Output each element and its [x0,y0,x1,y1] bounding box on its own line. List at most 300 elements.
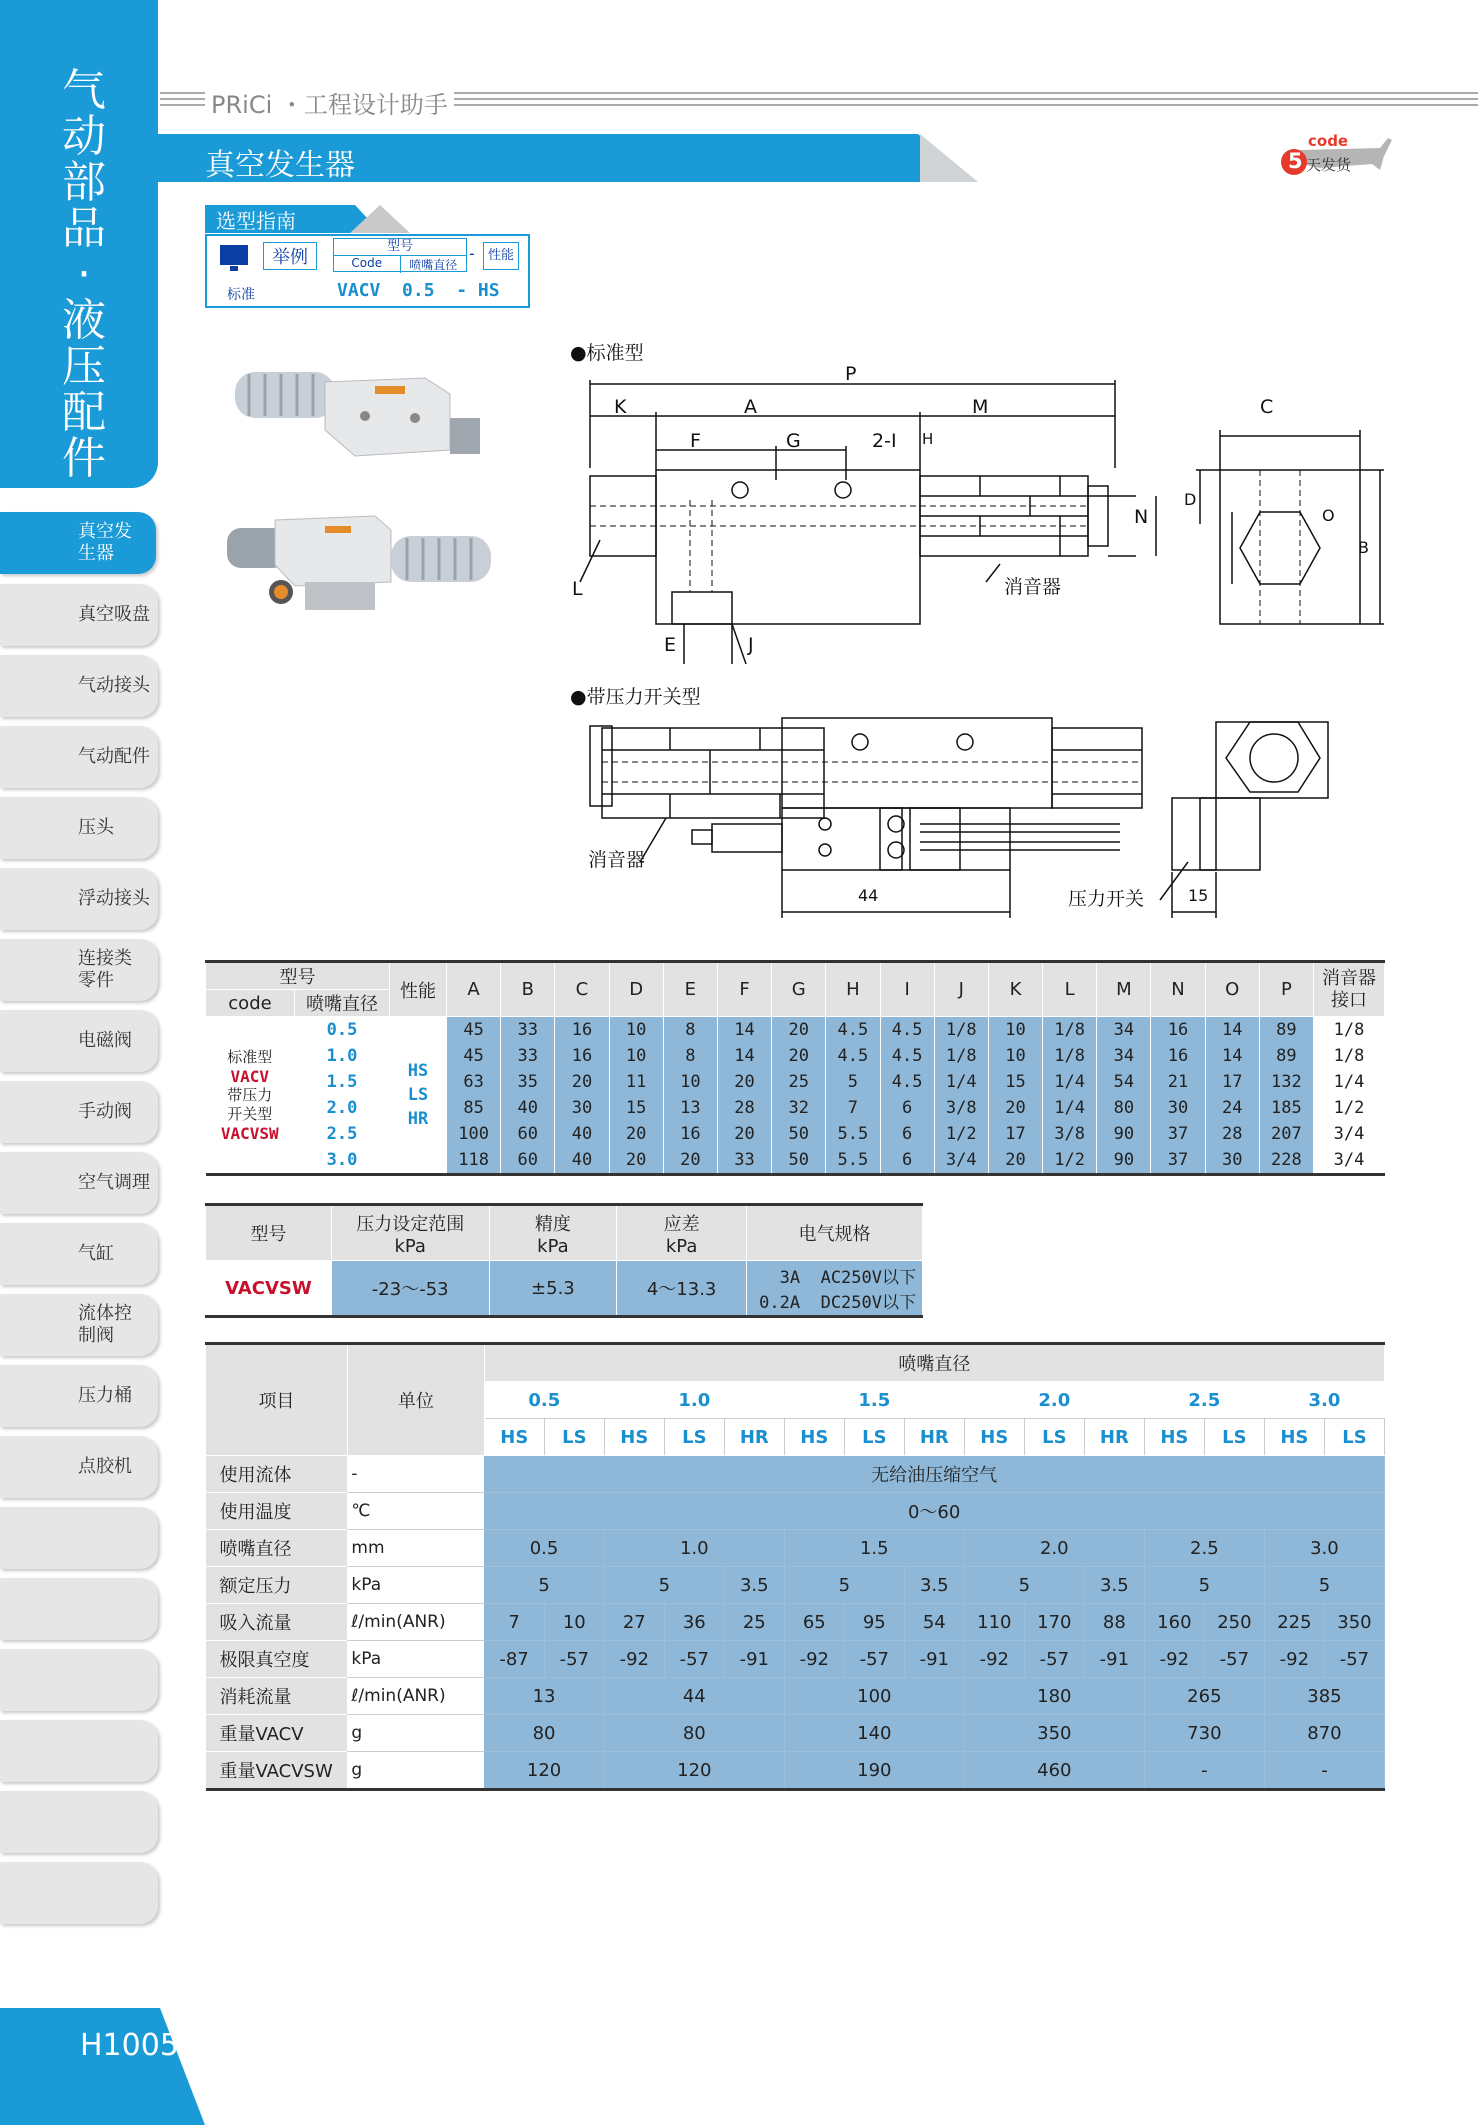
elec-line: 0.2A DC250V以下 [759,1293,916,1313]
dim-label-c: C [1260,396,1274,418]
sidebar-item-connector-parts[interactable] [0,939,158,1001]
dim-cell: 40 [501,1095,555,1121]
dim-cell: 10 [988,1017,1042,1044]
dim-15: 15 [1188,886,1209,905]
header-code: code [206,990,295,1017]
table-row [206,1456,1385,1493]
table-row [206,1069,1385,1095]
fluid-unit: - [347,1456,484,1493]
temp-unit: ℃ [347,1493,484,1530]
sidebar-blank-tab [0,1649,158,1711]
suction-value: 27 [604,1604,664,1641]
table-row [206,1567,1385,1604]
brand-logo: PRiCi ・工程设计助手 [205,85,454,120]
header-p: P [1259,962,1313,1017]
suction-value: 110 [964,1604,1024,1641]
rated-value: 5 [604,1567,724,1604]
dim-cell: 10 [609,1043,663,1069]
dim-cell: 15 [988,1069,1042,1095]
rated-value: 5 [964,1567,1084,1604]
dim-44: 44 [858,886,879,905]
vacuum-unit: kPa [347,1641,484,1678]
title-bar-accent [920,134,978,182]
sidebar-item-vacuum-cup[interactable] [0,584,158,646]
weight-vacvsw-value: 190 [784,1752,964,1790]
dim-cell: 40 [555,1121,609,1147]
sidebar-item-label: 气动配件 [78,746,150,767]
dim-cell: 118 [447,1147,501,1175]
sidebar-item-label: 手动阀 [78,1101,132,1122]
dim-cell: 30 [1205,1147,1259,1175]
dim-cell: 20 [772,1017,826,1044]
consume-label: 消耗流量 [206,1678,348,1715]
weight-vacv-value: 870 [1264,1715,1384,1752]
dim-cell: 34 [1097,1043,1151,1069]
dash: - [469,244,475,263]
weight-vacvsw-value: 120 [604,1752,784,1790]
category-char: 部 [62,157,106,208]
nozzle-cell: 1.5 [295,1069,390,1095]
dim-cell: 37 [1151,1147,1205,1175]
dim-cell: 132 [1259,1069,1313,1095]
switch-drawing [560,712,1340,918]
dim-cell: 20 [663,1147,717,1175]
header-diff-unit: kPa [665,1235,698,1257]
vacuum-value: -57 [1324,1641,1384,1678]
weight-vacvsw-value: 120 [484,1752,604,1790]
size-header: 1.5 [784,1382,964,1419]
switch-type-title: ●带压力开关型 [570,686,701,708]
dim-cell: 60 [501,1121,555,1147]
pressure-switch-table [205,1203,923,1318]
dim-cell: 14 [717,1043,771,1069]
dim-cell: 4.5 [880,1069,934,1095]
suction-value: 170 [1024,1604,1084,1641]
product-standard-photo [235,372,480,456]
header-nozzle: 喷嘴直径 [484,1344,1384,1382]
dim-cell: 7 [826,1095,880,1121]
dim-cell: 1/2 [934,1121,988,1147]
page-number-tab [0,2008,205,2125]
dim-cell: 20 [717,1121,771,1147]
dim-cell: 30 [1151,1095,1205,1121]
dim-label-b: B [1358,538,1369,557]
vacuum-value: -92 [604,1641,664,1678]
perf-header: LS [1024,1419,1084,1456]
dim-cell: 24 [1205,1095,1259,1121]
sidebar-item-label: 气动接头 [78,675,150,696]
dim-cell: 4.5 [880,1043,934,1069]
perf-header: HS [604,1419,664,1456]
model-value: VACVSW [206,1261,332,1317]
sidebar-item-vacuum-generator[interactable] [0,512,156,574]
dim-cell: 1/4 [934,1069,988,1095]
type-label: 带压力 [227,1085,273,1104]
row-label: 标准 [227,287,255,303]
dim-cell: 32 [772,1095,826,1121]
nozzle-cell: 2.0 [295,1095,390,1121]
dim-cell: 1/2 [1043,1147,1097,1175]
vacuum-value: -57 [844,1641,904,1678]
consume-value: 44 [604,1678,784,1715]
type-label: 标准型 [227,1047,273,1066]
standard-type-title: ●标准型 [570,342,644,364]
vacuum-value: -91 [1084,1641,1144,1678]
muffler-label: 消音器 [1004,576,1062,598]
vacuum-value: -57 [1204,1641,1264,1678]
page-number: H1005 [80,2028,179,2063]
dim-cell: 1/8 [1043,1043,1097,1069]
dim-cell: 14 [1205,1043,1259,1069]
page-title: 真空发生器 [205,148,355,183]
perf-label: LS [407,1085,429,1105]
guide-title: 选型指南 [216,209,296,233]
weight-vacvsw-label: 重量VACVSW [206,1752,348,1790]
size-header: 2.0 [964,1382,1144,1419]
dim-cell: 16 [1151,1043,1205,1069]
muffler-label-switch: 消音器 [588,849,646,871]
nozzle-cell: 1.0 [295,1043,390,1069]
size-header: 0.5 [484,1382,604,1419]
dim-cell: 1/4 [1314,1069,1385,1095]
suction-value: 54 [904,1604,964,1641]
dim-cell: 40 [555,1147,609,1175]
dim-cell: 16 [663,1121,717,1147]
perf-header: HR [1084,1419,1144,1456]
performance-table [205,1342,1385,1791]
vacuum-value: -91 [904,1641,964,1678]
header-precision-text: 精度 [534,1213,571,1235]
weight-vacvsw-value: - [1144,1752,1264,1790]
dim-label-d: D [1184,490,1197,509]
rated-value: 5 [484,1567,604,1604]
sidebar-item-label: 气缸 [78,1243,114,1264]
sidebar-item-cylinder[interactable] [0,1223,158,1285]
product-switch-photo [227,516,491,610]
dim-cell: 5.5 [826,1147,880,1175]
consume-value: 265 [1144,1678,1264,1715]
perf-header: LS [664,1419,724,1456]
sidebar-item-label: 连接类零件 [78,948,132,991]
dim-cell: 3/4 [934,1147,988,1175]
perf-header: HS [1144,1419,1204,1456]
weight-vacv-label: 重量VACV [206,1715,348,1752]
sidebar-item-pressure-tank[interactable] [0,1365,158,1427]
dim-cell: 28 [717,1095,771,1121]
dim-cell: 80 [1097,1095,1151,1121]
dim-cell: 45 [447,1043,501,1069]
dim-label-l: L [572,578,583,600]
col-perf: 性能 [483,242,519,270]
example-label: 举例 [263,242,317,270]
nozzle-value: 2.5 [1144,1530,1264,1567]
sidebar-item-pneumatic-parts[interactable] [0,726,158,788]
dim-cell: 50 [772,1121,826,1147]
table-row [206,1752,1385,1790]
temp-value: 0～60 [484,1493,1384,1530]
suction-value: 250 [1204,1604,1264,1641]
nozzle-value: 0.5 [484,1530,604,1567]
header-range-unit: kPa [394,1235,426,1257]
header-perf: 性能 [390,962,447,1017]
rated-label: 额定压力 [206,1567,348,1604]
dim-cell: 20 [609,1147,663,1175]
type-label-cell [206,1017,295,1175]
nozzle-value: 1.0 [604,1530,784,1567]
dim-cell: 16 [555,1017,609,1044]
badge-days: 5 [1288,149,1303,173]
rated-value: 5 [1144,1567,1264,1604]
dim-cell: 3/4 [1314,1121,1385,1147]
nozzle-value: 2.0 [964,1530,1144,1567]
perf-header: LS [1324,1419,1384,1456]
dim-cell: 1/8 [934,1043,988,1069]
dim-cell: 90 [1097,1147,1151,1175]
rated-value: 5 [784,1567,904,1604]
type-label: 开关型 [227,1104,273,1123]
perf-header: HR [724,1419,784,1456]
sidebar-item-label: 浮动接头 [78,888,150,909]
dim-cell: 5 [826,1069,880,1095]
weight-vacv-value: 80 [484,1715,604,1752]
type-label: VACV [230,1066,270,1086]
dim-cell: 89 [1259,1043,1313,1069]
weight-vacv-unit: g [347,1715,484,1752]
dim-cell: 20 [988,1147,1042,1175]
header-j: J [934,962,988,1017]
pressure-switch-label: 压力开关 [1068,888,1145,910]
header-f: F [717,962,771,1017]
header-h: H [826,962,880,1017]
header-diff [617,1205,747,1261]
perf-header: HS [484,1419,544,1456]
dim-cell: 3/4 [1314,1147,1385,1175]
vacuum-value: -92 [1264,1641,1324,1678]
category-title [54,65,114,484]
temp-label: 使用温度 [206,1493,348,1530]
sidebar-blank-tab [0,1507,158,1569]
sidebar-blank-tab [0,1862,158,1924]
dim-cell: 1/8 [1314,1043,1385,1069]
dim-cell: 10 [609,1017,663,1044]
consume-value: 385 [1264,1678,1384,1715]
elec-value [746,1261,922,1317]
dim-cell: 90 [1097,1121,1151,1147]
rated-value: 3.5 [724,1567,784,1604]
dim-cell: 17 [988,1121,1042,1147]
sidebar-item-label: 真空吸盘 [78,604,150,625]
sidebar-item-label: 压头 [78,817,114,838]
category-char: 气 [62,65,106,116]
dim-cell: 33 [717,1147,771,1175]
sidebar-item-floating-joint[interactable] [0,868,158,930]
header-k: K [988,962,1042,1017]
dim-cell: 14 [1205,1017,1259,1044]
sidebar-blank-tab [0,1791,158,1853]
dim-cell: 8 [663,1017,717,1044]
weight-vacvsw-value: - [1264,1752,1384,1790]
dim-cell: 34 [1097,1017,1151,1044]
dim-cell: 20 [717,1069,771,1095]
sidebar-item-solenoid-valve[interactable] [0,1010,158,1072]
fluid-label: 使用流体 [206,1456,348,1493]
table-row [206,1715,1385,1752]
vacuum-label: 极限真空度 [206,1641,348,1678]
category-char: 压 [62,341,106,392]
nozzle-label: 喷嘴直径 [206,1530,348,1567]
suction-value: 225 [1264,1604,1324,1641]
dim-cell: 85 [447,1095,501,1121]
vacuum-value: -57 [1024,1641,1084,1678]
suction-value: 88 [1084,1604,1144,1641]
header-l: L [1043,962,1097,1017]
rated-unit: kPa [347,1567,484,1604]
header-unit: 单位 [347,1344,484,1456]
sidebar-item-label: 流体控制阀 [78,1303,132,1346]
header-precision [489,1205,617,1261]
header-muffler: 消音器接口 [1314,962,1385,1017]
dim-cell: 37 [1151,1121,1205,1147]
dim-cell: 1/8 [934,1017,988,1044]
category-char: 液 [62,295,106,346]
sidebar-item-pneumatic-fitting[interactable] [0,655,158,717]
suction-value: 160 [1144,1604,1204,1641]
model-example-box [205,234,530,308]
dim-cell: 25 [772,1069,826,1095]
dim-cell: 15 [609,1095,663,1121]
header-e: E [663,962,717,1017]
sidebar-blank-tab [0,1720,158,1782]
range-value: -23～-53 [331,1261,489,1317]
sidebar-item-flow-control-valve[interactable] [0,1294,158,1356]
dim-cell: 20 [772,1043,826,1069]
dim-label-n: N [1134,506,1149,528]
suction-value: 25 [724,1604,784,1641]
dim-cell: 100 [447,1121,501,1147]
table-row [206,1147,1385,1175]
dim-cell: 4.5 [880,1017,934,1044]
dim-cell: 3/8 [1043,1121,1097,1147]
dim-cell: 10 [988,1043,1042,1069]
dim-cell: 30 [555,1095,609,1121]
header-model: 型号 [206,1205,332,1261]
dim-cell: 28 [1205,1121,1259,1147]
dim-cell: 228 [1259,1147,1313,1175]
perf-header: LS [544,1419,604,1456]
header-diff-text: 应差 [663,1213,700,1235]
type-label: VACVSW [220,1123,279,1143]
header-elec: 电气规格 [746,1205,922,1261]
dim-label-g: G [786,430,801,452]
badge-code: code [1308,132,1349,150]
dim-cell: 10 [663,1069,717,1095]
consume-unit: ℓ/min(ANR) [347,1678,484,1715]
weight-vacv-value: 140 [784,1715,964,1752]
vacuum-value: -92 [964,1641,1024,1678]
perf-cell [390,1017,447,1175]
category-char: 件 [62,433,106,484]
dim-cell: 4.5 [826,1017,880,1044]
sidebar-item-air-prep[interactable] [0,1152,158,1214]
dim-cell: 1/4 [1043,1095,1097,1121]
table-row [206,1641,1385,1678]
dim-cell: 20 [555,1069,609,1095]
header-m: M [1097,962,1151,1017]
dim-cell: 16 [1151,1017,1205,1044]
vacuum-value: -87 [484,1641,544,1678]
suction-value: 7 [484,1604,544,1641]
fluid-value: 无给油压缩空气 [484,1456,1384,1493]
dim-cell: 33 [501,1017,555,1044]
size-header: 1.0 [604,1382,784,1419]
header-g: G [772,962,826,1017]
vacuum-value: -92 [784,1641,844,1678]
category-char: 品 [62,203,106,254]
consume-value: 13 [484,1678,604,1715]
nozzle-value: 1.5 [784,1530,964,1567]
header-n: N [1151,962,1205,1017]
header-precision-unit: kPa [537,1235,569,1257]
dim-cell: 50 [772,1147,826,1175]
sidebar-item-label: 空气调理 [78,1172,150,1193]
table-row [206,1604,1385,1641]
header-i: I [880,962,934,1017]
col-code: Code [334,256,401,273]
col-model: 型号 [334,239,466,256]
dim-cell: 3/8 [934,1095,988,1121]
vacuum-value: -57 [664,1641,724,1678]
table-row [206,1678,1385,1715]
header-a: A [447,962,501,1017]
elec-line: 3A AC250V以下 [779,1268,916,1288]
product-photo [215,360,515,620]
suction-value: 350 [1324,1604,1384,1641]
rated-value: 3.5 [1084,1567,1144,1604]
header-range-text: 压力设定范围 [356,1213,465,1235]
dim-label-e: E [664,634,677,656]
dim-label-o: O [1322,506,1335,525]
dimension-table [205,960,1385,1176]
consume-value: 180 [964,1678,1144,1715]
dim-cell: 6 [880,1147,934,1175]
dim-label-h: H [922,430,934,448]
dim-cell: 54 [1097,1069,1151,1095]
weight-vacvsw-unit: g [347,1752,484,1790]
weight-vacv-value: 350 [964,1715,1144,1752]
model-header [333,238,467,272]
vacuum-value: -91 [724,1641,784,1678]
diff-value: 4～13.3 [617,1261,747,1317]
sidebar-item-label: 压力桶 [78,1385,132,1406]
category-char: 配 [62,387,106,438]
dim-cell: 16 [555,1043,609,1069]
table-row [206,1017,1385,1044]
sidebar-item-press-head[interactable] [0,797,158,859]
header-nozzle: 喷嘴直径 [295,990,390,1017]
nozzle-unit: mm [347,1530,484,1567]
sidebar-item-label: 点胶机 [78,1456,132,1477]
dim-cell: 17 [1205,1069,1259,1095]
suction-label: 吸入流量 [206,1604,348,1641]
sidebar-item-manual-valve[interactable] [0,1081,158,1143]
nozzle-cell: 0.5 [295,1017,390,1044]
dim-cell: 4.5 [826,1043,880,1069]
sidebar-item-dispenser[interactable] [0,1436,158,1498]
suction-value: 95 [844,1604,904,1641]
dim-cell: 1/2 [1314,1095,1385,1121]
precision-value: ±5.3 [489,1261,617,1317]
dim-cell: 45 [447,1017,501,1044]
